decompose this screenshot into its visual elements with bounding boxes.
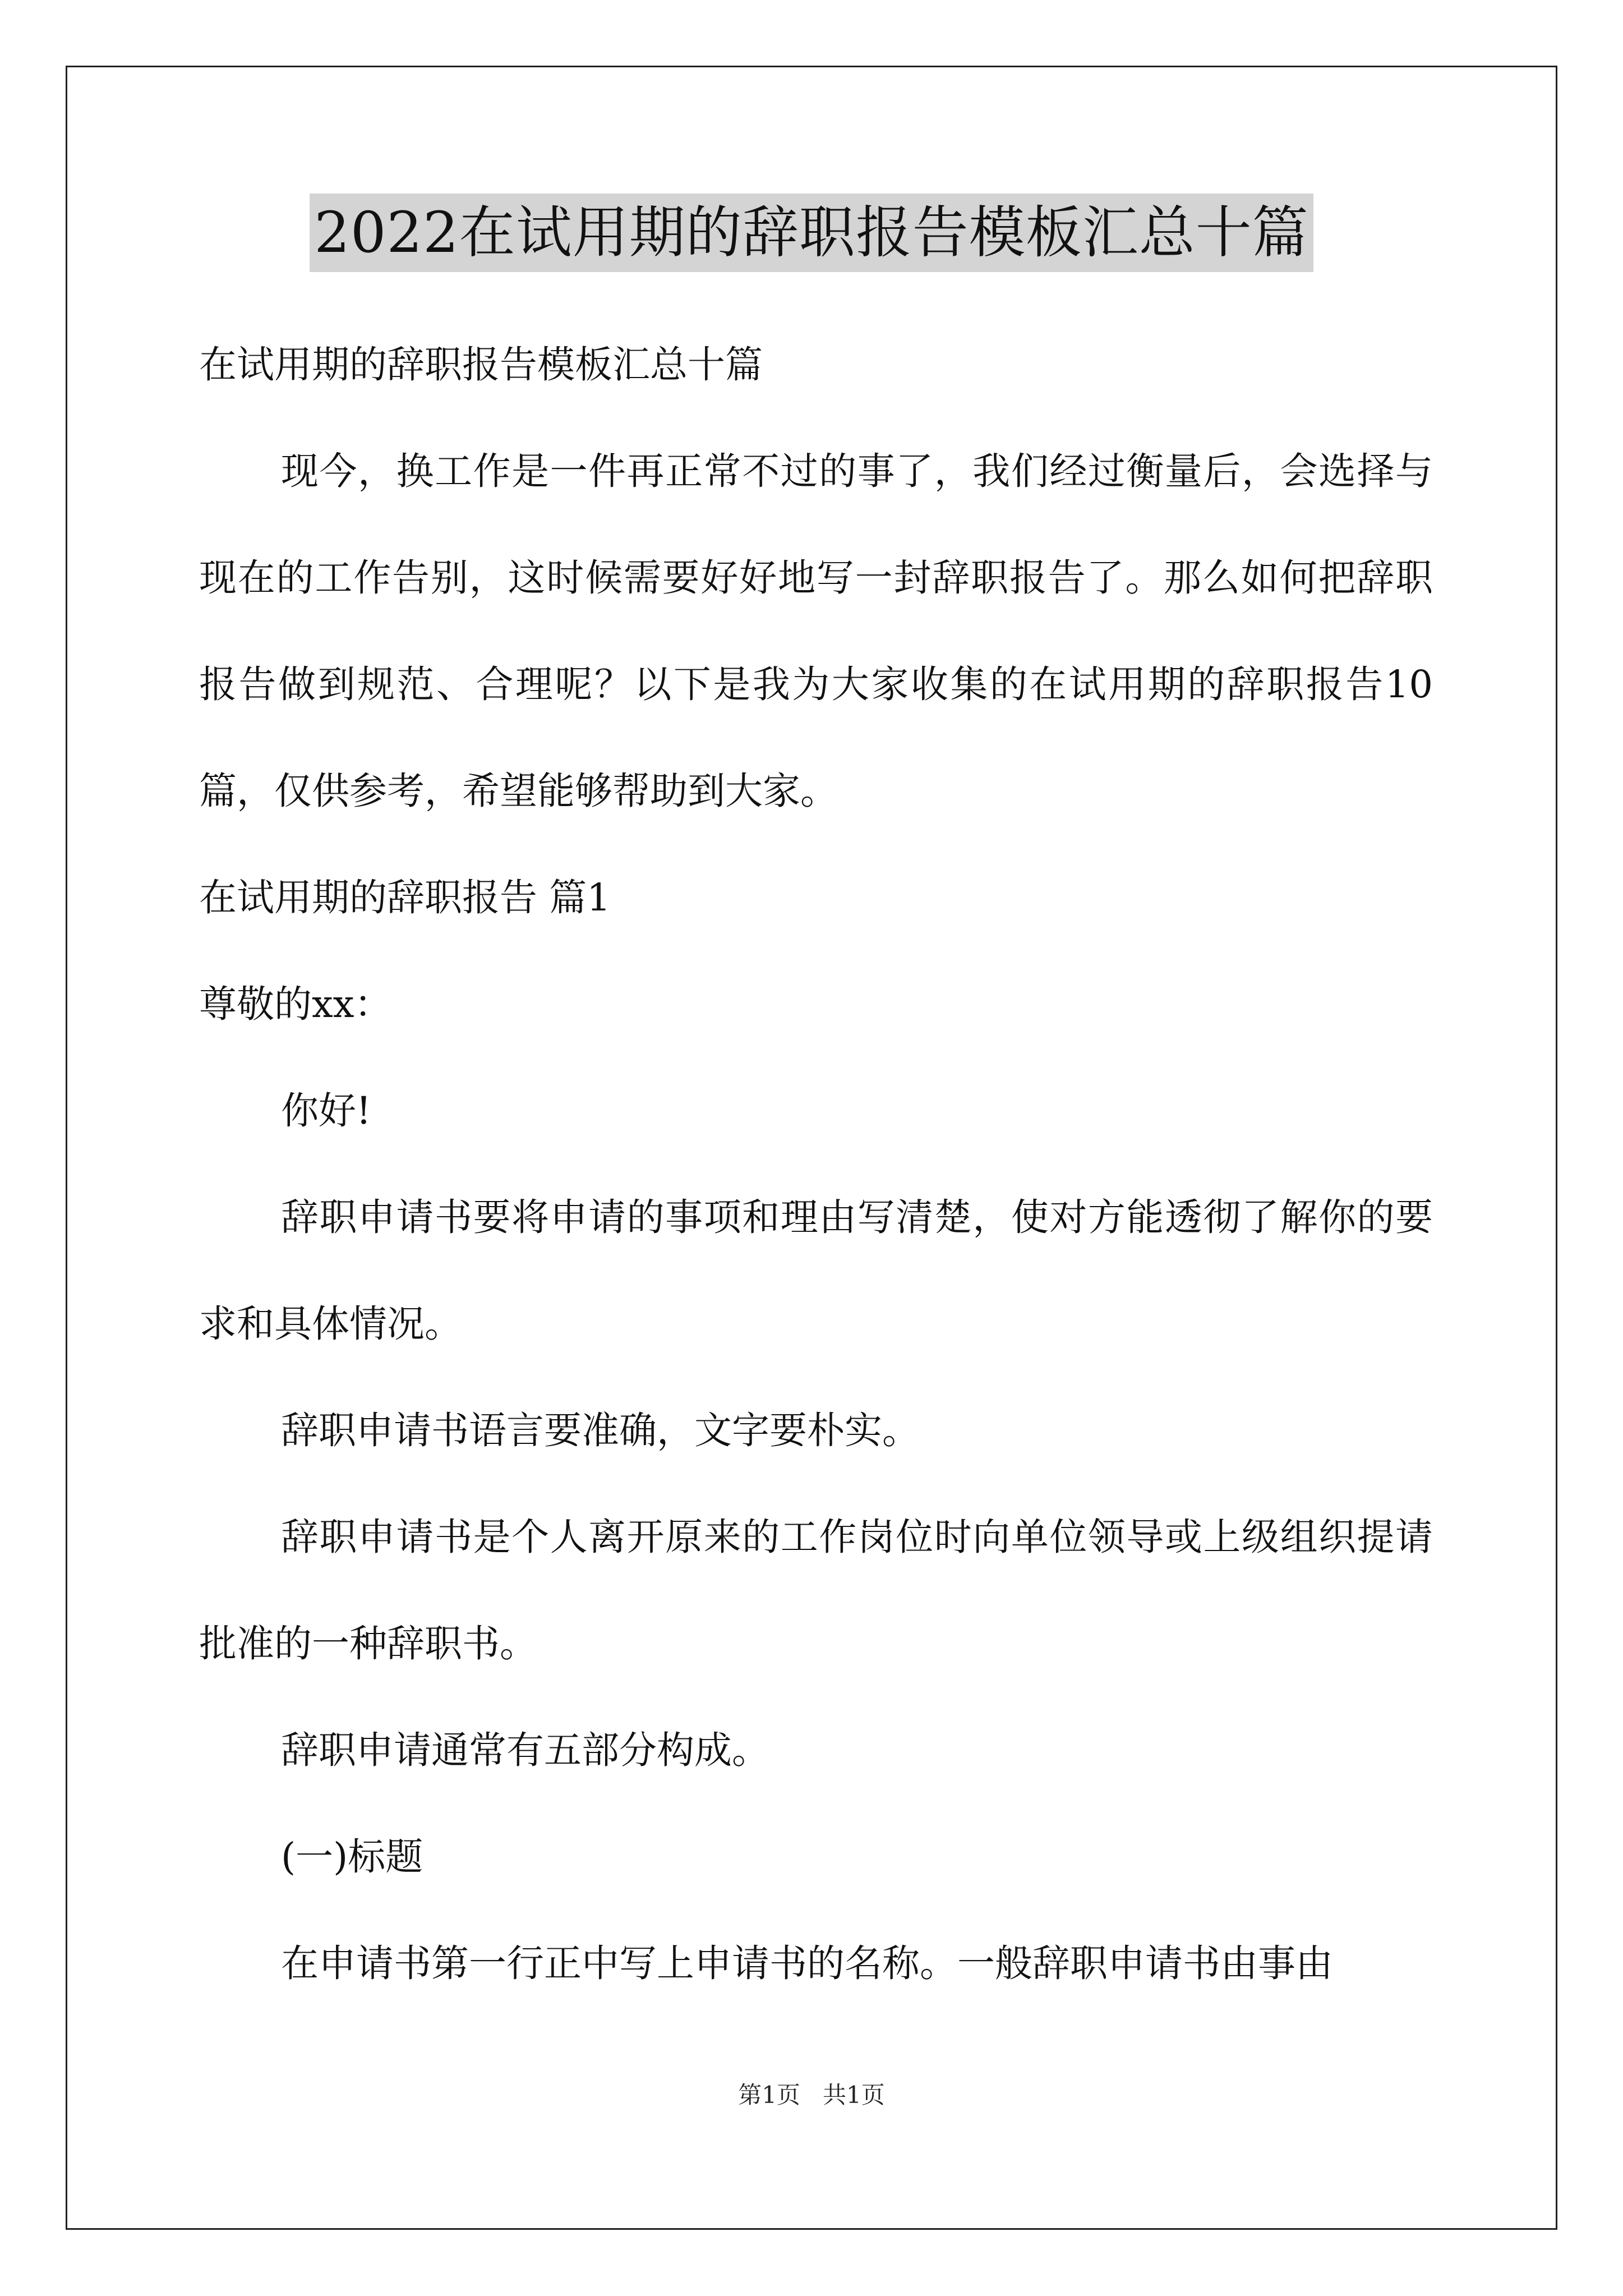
document-title: 2022在试用期的辞职报告模板汇总十篇 bbox=[310, 194, 1313, 272]
paragraph: 辞职申请书是个人离开原来的工作岗位时向单位领导或上级组织提请批准的一种辞职书。 bbox=[199, 1515, 1433, 1665]
page-footer: 第1页 共1页 bbox=[738, 2081, 885, 2109]
paragraph: 现今，换工作是一件再正常不过的事了，我们经过衡量后，会选择与现在的工作告别，这时候需要好好地写一封辞职报告了。那么如何把辞职报告做到规范、合理呢？以下是我为大家收集的在试用期的辞职报告10篇，仅供参考，希望能够帮助到大家。 bbox=[199, 449, 1433, 813]
paragraph: 辞职申请通常有五部分构成。 bbox=[281, 1728, 769, 1772]
paragraph: 在申请书第一行正中写上申请书的名称。一般辞职申请书由事由 bbox=[281, 1941, 1333, 1985]
paragraph: (一)标题 bbox=[281, 1835, 423, 1879]
paragraph: 在试用期的辞职报告 篇1 bbox=[199, 876, 611, 919]
paragraph: 尊敬的xx： bbox=[199, 982, 392, 1026]
paragraph: 辞职申请书要将申请的事项和理由写清楚，使对方能透彻了解你的要求和具体情况。 bbox=[199, 1195, 1433, 1346]
paragraph: 在试用期的辞职报告模板汇总十篇 bbox=[199, 343, 763, 386]
document-body bbox=[199, 311, 1433, 2017]
paragraph: 辞职申请书语言要准确，文字要朴实。 bbox=[281, 1409, 920, 1452]
paragraph: 你好! bbox=[281, 1089, 371, 1133]
title-container bbox=[0, 194, 1623, 272]
